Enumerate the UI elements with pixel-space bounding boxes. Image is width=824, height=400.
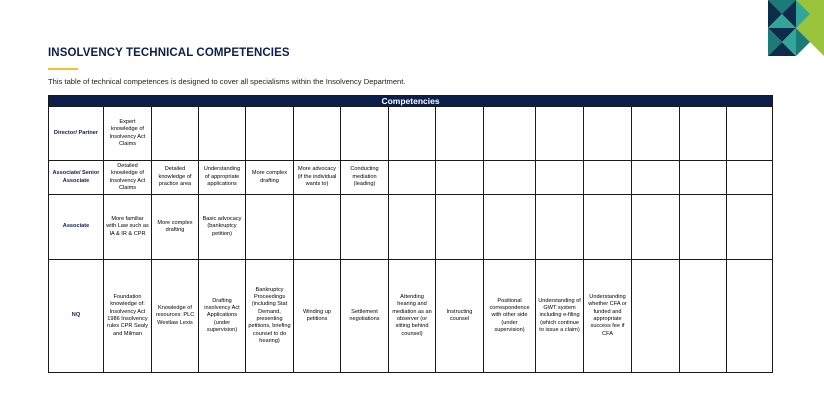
table-cell — [294, 195, 341, 260]
table-header: Competencies — [49, 96, 773, 107]
table-row — [49, 195, 773, 260]
table-cell: Instructing counsel — [436, 260, 484, 373]
table-cell — [727, 161, 773, 195]
table-cell — [584, 107, 632, 161]
table-cell — [680, 195, 727, 260]
table-cell — [632, 107, 680, 161]
table-cell: Basic advocacy (bankruptcy petition) — [199, 195, 246, 260]
table-cell — [727, 195, 773, 260]
table-cell: Understanding whether CFA or funded and appropriate success fee if CFA — [584, 260, 632, 373]
intro-text: This table of technical competences is designed to cover all specialisms within the Insolvency Department. — [48, 77, 406, 86]
table-body — [49, 107, 773, 373]
table-cell — [389, 107, 436, 161]
table-cell — [246, 107, 294, 161]
table-cell — [246, 195, 294, 260]
table-cell: Bankruptcy Proceedings (including Stat Demand, presenting petitions, briefing counsel to do hearing) — [246, 260, 294, 373]
table-cell — [199, 107, 246, 161]
table-cell: Detailed knowledge of practice area — [152, 161, 199, 195]
table-cell — [536, 161, 584, 195]
table-cell — [536, 107, 584, 161]
table-cell: Understanding of GWT system including e-filing (which continue to issue a claim) — [536, 260, 584, 373]
table-cell — [389, 195, 436, 260]
table-cell — [632, 195, 680, 260]
table-cell: More familiar with Law such as IA & IR & CPR — [104, 195, 152, 260]
page-title: INSOLVENCY TECHNICAL COMPETENCIES — [48, 47, 290, 59]
table-cell — [584, 161, 632, 195]
table-cell — [584, 195, 632, 260]
table-cell — [152, 107, 199, 161]
table-cell: Detailed knowledge of Insolvency Act Claims — [104, 161, 152, 195]
table-cell — [727, 260, 773, 373]
table-cell — [536, 195, 584, 260]
table-cell — [727, 107, 773, 161]
table-cell: More complex drafting — [246, 161, 294, 195]
competencies-table — [48, 95, 773, 373]
corner-triangle-logo — [768, 0, 824, 56]
table-cell — [294, 107, 341, 161]
table-cell: Winding up petitions — [294, 260, 341, 373]
table-cell: Understanding of appropriate applications — [199, 161, 246, 195]
table-cell: Knowledge of resources: PLC Westlaw Lexis — [152, 260, 199, 373]
title-underline — [48, 68, 78, 70]
table-cell — [680, 107, 727, 161]
table-row — [49, 161, 773, 195]
table-cell — [632, 260, 680, 373]
table-cell: Foundation knowledge of: Insolvency Act 1986 Insolvency rules CPR Sealy and Milman — [104, 260, 152, 373]
table-cell — [484, 195, 536, 260]
table-cell: More advocacy (if the individual wants to) — [294, 161, 341, 195]
table-cell — [436, 195, 484, 260]
table-cell: More complex drafting — [152, 195, 199, 260]
table-cell — [436, 161, 484, 195]
table-cell — [484, 161, 536, 195]
row-label: NQ — [49, 260, 104, 373]
table-cell — [389, 161, 436, 195]
row-label: Associate/ Senior Associate — [49, 161, 104, 195]
table-cell: Attending hearing and mediation as an observer (or sitting behind counsel) — [389, 260, 436, 373]
table-cell — [632, 161, 680, 195]
table-cell — [680, 161, 727, 195]
table-row — [49, 260, 773, 373]
table-cell — [341, 195, 389, 260]
table-cell: Expert knowledge of Insolvency Act Claims — [104, 107, 152, 161]
table-cell: Settlement negotiations — [341, 260, 389, 373]
table-cell: Drafting insolvency Act Applications (under supervision) — [199, 260, 246, 373]
table-row — [49, 107, 773, 161]
table-cell — [436, 107, 484, 161]
table-cell — [680, 260, 727, 373]
row-label: Associate — [49, 195, 104, 260]
table-cell: Positional correspondence with other side (under supervision) — [484, 260, 536, 373]
table-cell: Conducting mediation (leading) — [341, 161, 389, 195]
table-cell — [484, 107, 536, 161]
row-label: Director/ Partner — [49, 107, 104, 161]
table-cell — [341, 107, 389, 161]
